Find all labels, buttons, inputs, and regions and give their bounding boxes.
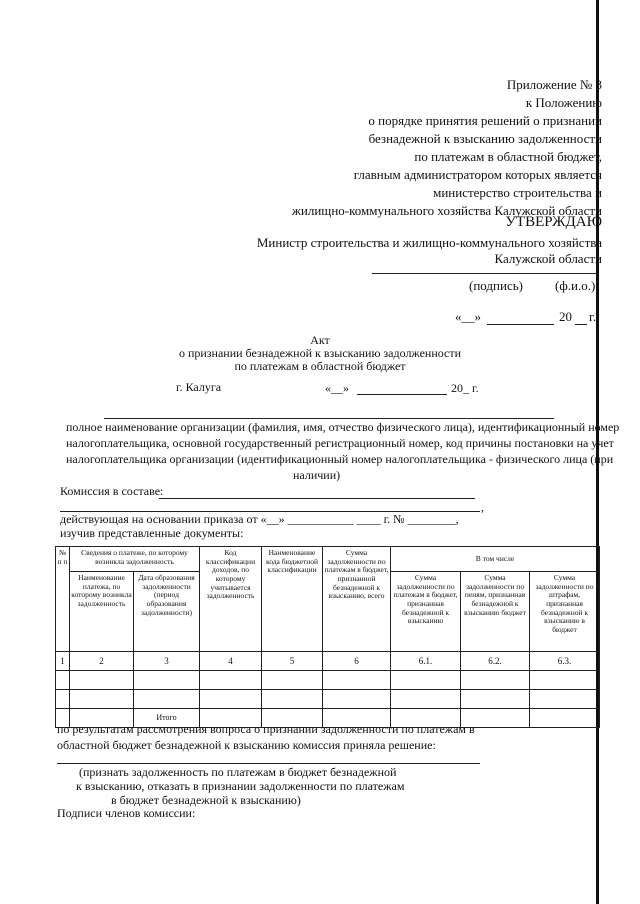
table-row bbox=[56, 690, 600, 709]
income-code-header: Код классификации доходов, по которому учитывается задолженность bbox=[200, 547, 262, 652]
signature-label: (подпись) bbox=[469, 278, 523, 293]
act-subtitle: о признании безнадежной к взысканию задолженности bbox=[178, 346, 462, 360]
column-number: 5 bbox=[262, 652, 323, 671]
column-number: 6.2. bbox=[461, 652, 530, 671]
signatures-label: Подписи членов комиссии: bbox=[57, 806, 196, 820]
approval-date-year: 20 bbox=[559, 309, 572, 324]
payment-name-header: Наименование платежа, по которому возникла задолженность bbox=[70, 572, 134, 652]
decision-text: по результатам рассмотрения вопроса о признании задолженности по платежам в bbox=[57, 722, 475, 736]
commission-acting: действующая на основании приказа от «__» ___________ ____ г. № ________, bbox=[60, 512, 459, 526]
column-number: 1 bbox=[56, 652, 70, 671]
composition-comma: , bbox=[481, 500, 484, 514]
table-row bbox=[56, 671, 600, 690]
act-date-open: «__» bbox=[325, 381, 349, 395]
approval-position: Калужской области bbox=[494, 251, 602, 266]
decision-hint: к взысканию, отказать в признании задолженности по платежам bbox=[76, 779, 405, 793]
column-number: 2 bbox=[70, 652, 134, 671]
approval-date-suffix: г. bbox=[589, 309, 597, 324]
col-num-header: № п п bbox=[56, 547, 70, 652]
including-header: В том числе bbox=[391, 547, 600, 572]
signature-line bbox=[372, 273, 598, 274]
appendix-line: безнадежной к взысканию задолженности bbox=[368, 131, 602, 146]
org-caption: полное наименование организации (фамилия, имя, отчество физического лица), идентификационный номер bbox=[66, 420, 620, 434]
act-date-year: 20_ г. bbox=[451, 381, 479, 395]
act-date-line bbox=[357, 394, 447, 395]
approval-date-line bbox=[487, 324, 554, 325]
fines-amount-header: Сумма задолженности по штрафам, признанная безнадежной к взысканию в бюджет bbox=[530, 572, 600, 652]
org-caption: наличии) bbox=[293, 468, 341, 482]
approval-date-open: «__» bbox=[455, 309, 481, 324]
debt-date-header: Дата образования задолженности (период образования задолженности) bbox=[134, 572, 200, 652]
decision-hint: (признать задолженность по платежам в бюджет безнадежной bbox=[79, 765, 397, 779]
appendix-line: по платежам в областной бюджет, bbox=[414, 149, 602, 164]
total-amount-header: Сумма задолженности по платежам в бюджет, признанной безнадежной к взысканию, всего bbox=[323, 547, 391, 652]
debts-table bbox=[55, 546, 600, 728]
column-number: 6.1. bbox=[391, 652, 461, 671]
approval-title: УТВЕРЖДАЮ bbox=[505, 214, 602, 230]
appendix-line: о порядке принятия решений о признании bbox=[368, 113, 602, 128]
column-number: 3 bbox=[134, 652, 200, 671]
approval-position: Министр строительства и жилищно-коммунального хозяйства bbox=[256, 235, 602, 250]
budget-code-name-header: Наименование кода бюджетной классификации bbox=[262, 547, 323, 652]
act-city: г. Калуга bbox=[176, 380, 222, 394]
appendix-line: главным администратором которых является bbox=[353, 167, 602, 182]
column-numbers-row bbox=[56, 652, 600, 671]
org-caption: налогоплательщика организации (идентификационный номер налогоплательщика - физического лица (при bbox=[66, 452, 614, 466]
decision-line bbox=[57, 763, 480, 764]
commission-studied: изучив представленные документы: bbox=[60, 526, 244, 540]
name-label: (ф.и.о.) bbox=[555, 278, 596, 293]
approval-year-line bbox=[575, 324, 587, 325]
decision-hint: в бюджет безнадежной к взысканию) bbox=[111, 793, 301, 807]
appendix-line: жилищно-коммунального хозяйства Калужской области bbox=[291, 203, 602, 218]
total-label: Итого bbox=[134, 709, 200, 728]
appendix-line: министерство строительства и bbox=[433, 185, 602, 200]
decision-text: областной бюджет безнадежной к взысканию комиссия приняла решение: bbox=[57, 738, 436, 752]
column-number: 6 bbox=[323, 652, 391, 671]
appendix-line: к Положению bbox=[525, 95, 602, 110]
payment-info-header: Сведения о платеже, по которому возникла задолженность bbox=[70, 547, 200, 572]
org-name-line bbox=[104, 418, 554, 419]
act-subtitle: по платежам в областной бюджет bbox=[234, 359, 406, 373]
column-number: 6.3. bbox=[530, 652, 600, 671]
column-number: 4 bbox=[200, 652, 262, 671]
commission-composition: Комиссия в составе: bbox=[60, 484, 164, 498]
penalties-amount-header: Сумма задолженности по пеням, признанная безнадежной к взысканию бюджет bbox=[461, 572, 530, 652]
payments-amount-header: Сумма задолженности по платежам в бюджет, признанная безнадежной к взысканию bbox=[391, 572, 461, 652]
org-caption: налогоплательщика, основной государственный регистрационный номер, код причины постановки на учет bbox=[66, 436, 614, 450]
appendix-line: Приложение № 3 bbox=[506, 77, 602, 92]
composition-line bbox=[159, 498, 475, 499]
act-title: Акт bbox=[310, 333, 330, 347]
